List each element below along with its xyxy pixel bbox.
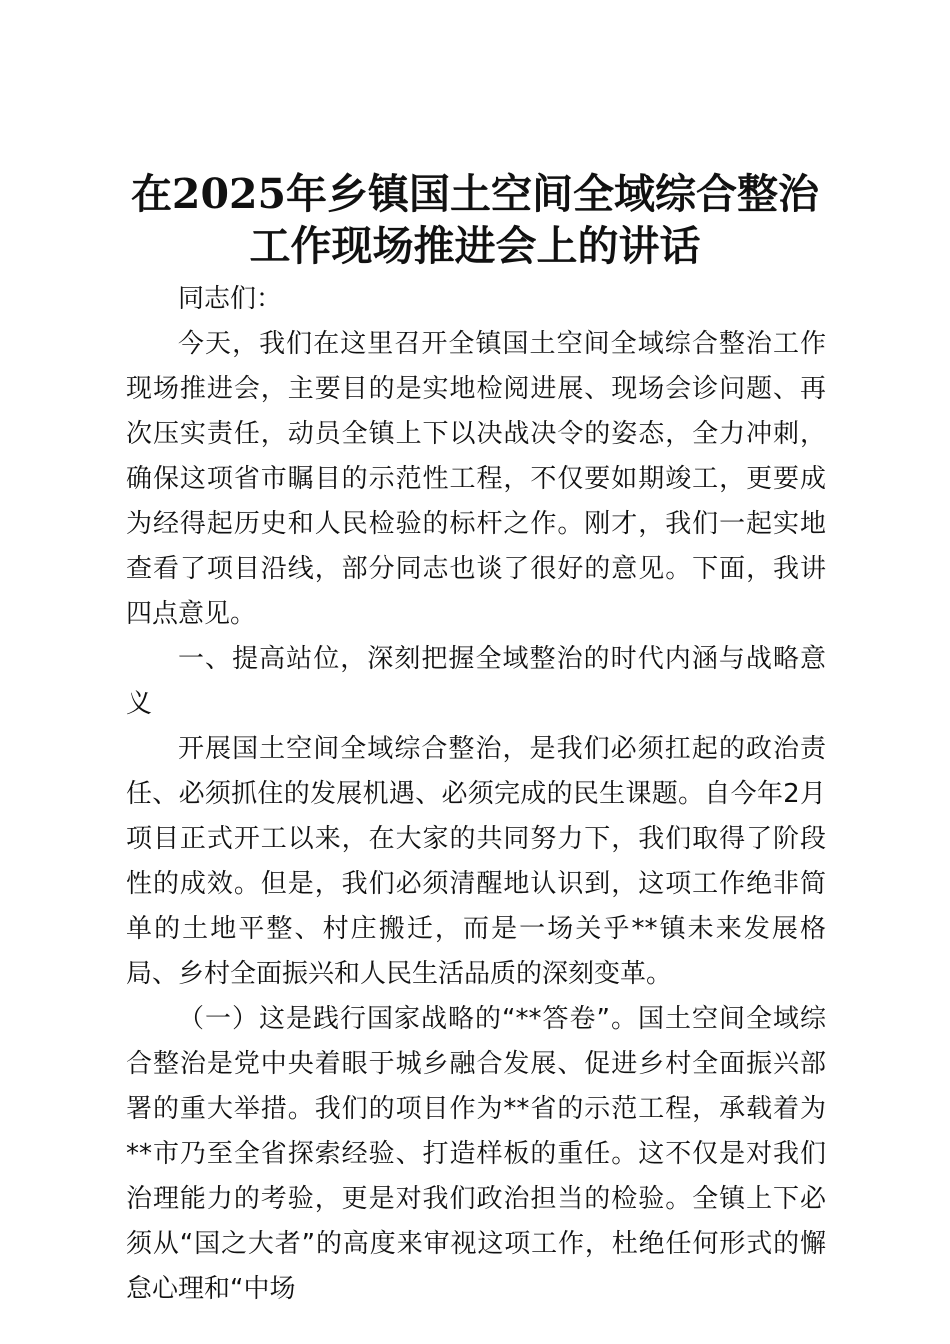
opening-paragraph: 今天，我们在这里召开全镇国土空间全域综合整治工作现场推进会，主要目的是实地检阅进展、现场会诊问题、再次压实责任，动员全镇上下以决战决令的姿态，全力冲刺，确保这项省市瞩目的示范性工程，不仅要如期竣工，更要成为经得起历史和人民检验的标杆之作。刚才，我们一起实地查看了项目沿线，部分同志也谈了很好的意见。下面，我讲四点意见。	[126, 329, 826, 629]
document-body	[126, 277, 826, 1312]
subsection-1-paragraph: （一）这是践行国家战略的“**答卷”。国土空间全域综合整治是党中央着眼于城乡融合发展、促进乡村全面振兴部署的重大举措。我们的项目作为**省的示范工程，承载着为**市乃至全省探索经验、打造样板的重任。这不仅是对我们治理能力的考验，更是对我们政治担当的检验。全镇上下必须从“国之大者”的高度来审视这项工作，杜绝任何形式的懈怠心理和“中场	[126, 1004, 826, 1304]
document-title-line-1: 在2025年乡镇国土空间全域综合整治	[130, 170, 820, 218]
document-title-line-2: 工作现场推进会上的讲话	[249, 222, 701, 270]
section-1-paragraph: 开展国土空间全域综合整治，是我们必须扛起的政治责任、必须抓住的发展机遇、必须完成的民生课题。自今年2月项目正式开工以来，在大家的共同努力下，我们取得了阶段性的成效。但是，我们必须清醒地认识到，这项工作绝非简单的土地平整、村庄搬迁，而是一场关乎**镇未来发展格局、乡村全面振兴和人民生活品质的深刻变革。	[126, 734, 826, 989]
salutation: 同志们：	[178, 284, 283, 314]
section-heading-1: 一、提高站位，深刻把握全域整治的时代内涵与战略意义	[126, 644, 826, 719]
